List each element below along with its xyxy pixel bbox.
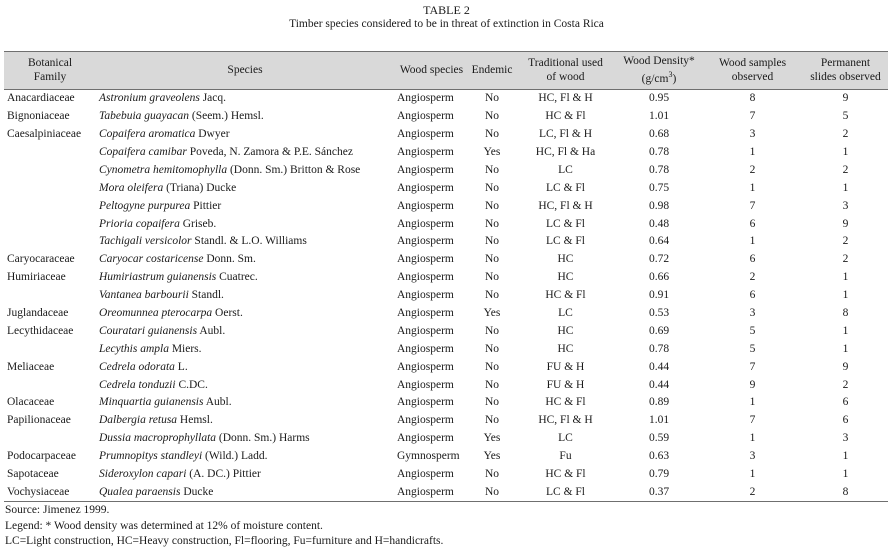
species-author: C.DC.: [175, 378, 208, 391]
cell-permanent-slides: 2: [842, 235, 849, 248]
scientific-name: Peltogyne purpurea: [99, 199, 191, 212]
cell-wood-samples: 6: [749, 289, 756, 302]
cell-family: Olacaceae: [7, 396, 55, 409]
scientific-name: Minquartia guianensis: [99, 396, 204, 409]
species-author: (Seem.) Hemsl.: [188, 110, 264, 123]
cell-wood-density: 1.01: [648, 414, 670, 427]
scientific-name: Cedrela odorata: [99, 360, 175, 373]
scientific-name: Tachigali versicolor: [99, 235, 192, 248]
cell-wood-samples: 7: [749, 199, 756, 212]
cell-permanent-slides: 1: [842, 342, 849, 355]
col-header-slides-line2: slides observed: [810, 70, 881, 83]
cell-wood-species: Angiosperm: [394, 483, 469, 501]
col-header-use-line2: of wood: [546, 70, 585, 83]
cell-endemic: Yes: [483, 145, 501, 158]
species-author: Standl.: [188, 289, 224, 302]
cell-family: Caesalpiniaceae: [7, 128, 82, 141]
col-header-wood-species-label: Wood species: [399, 64, 464, 77]
col-header-family-line2: Family: [33, 70, 67, 83]
cell-wood-density: 1.01: [648, 110, 670, 123]
species-author: Poveda, N. Zamora & P.E. Sánchez: [186, 145, 353, 158]
col-header-samples-line2: observed: [731, 70, 774, 83]
cell-permanent-slides: 2: [842, 378, 849, 391]
species-author: Griseb.: [179, 217, 217, 230]
cell-family: Caryocaraceae: [7, 253, 75, 266]
cell-wood-density: 0.53: [648, 306, 670, 319]
cell-species: [96, 358, 394, 376]
scientific-name: Couratari guianensis: [99, 324, 198, 337]
cell-family: Juglandaceae: [7, 306, 69, 319]
species-author: Miers.: [168, 342, 202, 355]
cell-wood-samples: 3: [749, 128, 756, 141]
cell-wood-samples: 3: [749, 306, 756, 319]
table-row: [4, 126, 888, 144]
species-author: Hemsl.: [177, 414, 213, 427]
cell-species: [96, 233, 394, 251]
abbreviations-note: LC=Light construction, HC=Heavy construction, Fl=flooring, Fu=furniture and H=handicrafts.: [5, 535, 444, 547]
cell-traditional-use: LC: [558, 306, 573, 319]
cell-permanent-slides: 1: [842, 271, 849, 284]
cell-traditional-use: HC, Fl & H: [538, 199, 593, 212]
cell-endemic: No: [484, 378, 500, 391]
cell-endemic: No: [484, 253, 500, 266]
species-author: (Donn. Sm.) Britton & Rose: [227, 163, 361, 176]
species-author: Pittier: [190, 199, 222, 212]
col-header-use-line1: Traditional used: [528, 57, 603, 70]
cell-endemic: No: [484, 414, 500, 427]
cell-wood-species: Angiosperm: [397, 414, 454, 427]
cell-wood-density: 0.78: [648, 163, 670, 176]
cell-traditional-use: FU & H: [546, 378, 585, 391]
cell-species: [96, 89, 394, 107]
cell-traditional-use: LC & Fl: [546, 235, 585, 248]
species-author: (Donn. Sm.) Harms: [216, 432, 310, 445]
species-table: [4, 51, 888, 502]
table-row: [4, 305, 888, 323]
table-header-row: [4, 52, 888, 90]
cell-family: Anacardiaceae: [7, 92, 75, 105]
scientific-name: Copaifera aromatica: [99, 128, 196, 141]
species-author: Oerst.: [212, 306, 243, 319]
cell-wood-species: Angiosperm: [397, 217, 454, 230]
cell-permanent-slides: 1: [842, 467, 849, 480]
cell-wood-samples: 6: [749, 217, 756, 230]
scientific-name: Prioria copaifera: [99, 217, 180, 230]
cell-traditional-use: HC & Fl: [545, 396, 586, 409]
cell-wood-density: 0.98: [648, 199, 670, 212]
table-row: [4, 161, 888, 179]
cell-traditional-use: FU & H: [546, 360, 585, 373]
col-header-density-unit-sup: 3: [668, 70, 673, 80]
cell-permanent-slides: 8: [803, 483, 888, 501]
legend-note: Legend: * Wood density was determined at 12% of moisture content.: [5, 519, 323, 532]
cell-traditional-use: HC: [557, 324, 574, 337]
table-row: [4, 287, 888, 305]
cell-wood-density: 0.64: [648, 235, 670, 248]
cell-permanent-slides: 1: [842, 289, 849, 302]
cell-species: [96, 412, 394, 430]
cell-wood-density: 0.44: [648, 378, 670, 391]
cell-traditional-use: LC, Fl & H: [538, 128, 593, 141]
table-caption: [0, 0, 893, 31]
cell-permanent-slides: 1: [842, 181, 849, 194]
cell-wood-species: Angiosperm: [397, 289, 454, 302]
cell-permanent-slides: 2: [842, 128, 849, 141]
cell-traditional-use: HC, Fl & H: [538, 414, 593, 427]
cell-wood-density: 0.44: [648, 360, 670, 373]
cell-species: [96, 305, 394, 323]
cell-traditional-use: LC: [558, 163, 573, 176]
species-author: Jacq.: [199, 92, 227, 105]
cell-endemic: Yes: [483, 450, 501, 463]
species-author: (Wild.) Ladd.: [202, 450, 268, 463]
cell-traditional-use: HC & Fl: [545, 289, 586, 302]
scientific-name: Mora oleifera: [99, 181, 164, 194]
cell-species: [96, 197, 394, 215]
cell-wood-samples: 7: [749, 414, 756, 427]
cell-family: [4, 376, 96, 394]
cell-wood-species: Angiosperm: [397, 253, 454, 266]
cell-wood-density: 0.75: [648, 181, 670, 194]
cell-wood-species: Angiosperm: [397, 324, 454, 337]
scientific-name: Dussia macroprophyllata: [99, 432, 217, 445]
cell-traditional-use: Fu: [559, 450, 572, 463]
cell-wood-density: 0.59: [648, 432, 670, 445]
cell-wood-samples: 3: [749, 450, 756, 463]
cell-permanent-slides: 9: [842, 92, 849, 105]
col-header-density-unit-pre: (g/cm: [641, 73, 669, 86]
cell-wood-density: 0.66: [648, 271, 670, 284]
cell-family: Sapotaceae: [7, 467, 59, 480]
cell-species: [96, 161, 394, 179]
species-author: (A. DC.) Pittier: [186, 467, 261, 480]
col-header-endemic-label: Endemic: [471, 64, 513, 77]
cell-endemic: No: [484, 342, 500, 355]
cell-permanent-slides: 2: [842, 163, 849, 176]
cell-wood-samples: 2: [702, 483, 803, 501]
cell-endemic: No: [484, 110, 500, 123]
table-row: [4, 394, 888, 412]
scientific-name: Cynometra hemitomophylla: [99, 163, 228, 176]
cell-wood-samples: 6: [749, 253, 756, 266]
scientific-name: Lecythis ampla: [99, 342, 169, 355]
cell-wood-density: 0.69: [648, 324, 670, 337]
cell-traditional-use: HC: [557, 342, 574, 355]
cell-traditional-use: LC: [558, 432, 573, 445]
cell-wood-species: Angiosperm: [397, 271, 454, 284]
cell-traditional-use: LC & Fl: [546, 181, 585, 194]
cell-family: Meliaceae: [7, 360, 55, 373]
species-author: (Triana) Ducke: [163, 181, 237, 194]
cell-wood-samples: 2: [749, 271, 756, 284]
cell-wood-species: Angiosperm: [397, 378, 454, 391]
col-header-wood-samples: [702, 52, 803, 90]
cell-wood-samples: 7: [749, 360, 756, 373]
table-row: [4, 358, 888, 376]
cell-wood-samples: 2: [749, 163, 756, 176]
cell-species: [96, 394, 394, 412]
cell-endemic: No: [484, 163, 500, 176]
cell-endemic: No: [484, 289, 500, 302]
cell-wood-samples: 1: [749, 145, 756, 158]
cell-permanent-slides: 2: [842, 253, 849, 266]
cell-wood-species: Angiosperm: [397, 306, 454, 319]
scientific-name: Copaifera camibar: [99, 145, 187, 158]
cell-wood-species: Angiosperm: [397, 467, 454, 480]
cell-family: [4, 233, 96, 251]
cell-wood-species: Angiosperm: [397, 92, 454, 105]
col-header-density-line2: [641, 70, 677, 86]
col-header-traditional-use: [515, 52, 616, 90]
cell-wood-samples: 1: [749, 181, 756, 194]
cell-species: [96, 179, 394, 197]
cell-wood-species: Angiosperm: [397, 432, 454, 445]
scientific-name: Cedrela tonduzii: [99, 378, 176, 391]
species-author: Aubl.: [197, 324, 226, 337]
table-row: [4, 448, 888, 466]
cell-species: [96, 287, 394, 305]
col-header-family-line1: Botanical: [27, 57, 73, 70]
table-label: TABLE 2: [423, 3, 470, 17]
cell-wood-density: 0.95: [648, 92, 670, 105]
cell-endemic: No: [469, 483, 515, 501]
cell-permanent-slides: 6: [842, 414, 849, 427]
col-header-wood-species: [394, 52, 469, 90]
table-row: [4, 251, 888, 269]
cell-wood-samples: 1: [749, 432, 756, 445]
table-row: [4, 430, 888, 448]
cell-family: [4, 215, 96, 233]
cell-permanent-slides: 8: [842, 306, 849, 319]
cell-endemic: No: [484, 271, 500, 284]
species-author: Dwyer: [195, 128, 230, 141]
col-header-samples-line1: Wood samples: [718, 57, 787, 70]
cell-family: [4, 340, 96, 358]
cell-species: [96, 251, 394, 269]
cell-species: [96, 448, 394, 466]
cell-endemic: No: [484, 235, 500, 248]
cell-endemic: No: [484, 324, 500, 337]
cell-species: [96, 322, 394, 340]
cell-traditional-use: HC: [557, 271, 574, 284]
cell-wood-density: 0.63: [648, 450, 670, 463]
cell-wood-species: Angiosperm: [397, 360, 454, 373]
cell-species: [96, 215, 394, 233]
table-row: [4, 483, 888, 501]
cell-species: [96, 126, 394, 144]
cell-wood-samples: 5: [749, 342, 756, 355]
cell-traditional-use: LC & Fl: [546, 217, 585, 230]
cell-species: [96, 340, 394, 358]
cell-endemic: No: [484, 396, 500, 409]
cell-endemic: No: [484, 217, 500, 230]
cell-traditional-use: HC & Fl: [545, 110, 586, 123]
scientific-name: Astronium graveolens: [99, 92, 200, 105]
cell-permanent-slides: 9: [842, 217, 849, 230]
cell-endemic: Yes: [483, 432, 501, 445]
cell-traditional-use: HC, Fl & Ha: [535, 145, 596, 158]
scientific-name: Vantanea barbourii: [99, 289, 189, 302]
cell-species: [96, 108, 394, 126]
cell-permanent-slides: 3: [842, 199, 849, 212]
cell-wood-density: 0.68: [648, 128, 670, 141]
table-notes: [5, 503, 443, 550]
col-header-density-line1: Wood Density*: [623, 55, 695, 67]
cell-wood-species: Angiosperm: [397, 199, 454, 212]
cell-wood-samples: 1: [749, 396, 756, 409]
cell-endemic: No: [484, 128, 500, 141]
cell-wood-species: Angiosperm: [397, 396, 454, 409]
table-row: [4, 412, 888, 430]
species-author: Standl. & L.O. Williams: [191, 235, 307, 248]
cell-wood-density: 0.48: [648, 217, 670, 230]
scientific-name: Sideroxylon capari: [99, 467, 187, 480]
cell-wood-samples: 8: [749, 92, 756, 105]
cell-family: [4, 179, 96, 197]
cell-wood-species: Gymnosperm: [397, 450, 460, 463]
cell-species: [96, 144, 394, 162]
cell-wood-species: Angiosperm: [397, 181, 454, 194]
cell-wood-density: 0.91: [648, 289, 670, 302]
table-row: [4, 108, 888, 126]
table-body: [4, 89, 888, 501]
cell-endemic: No: [484, 199, 500, 212]
species-author: Ducke: [180, 485, 214, 498]
species-author: Cuatrec.: [216, 271, 258, 284]
cell-wood-species: Angiosperm: [397, 342, 454, 355]
scientific-name: Prumnopitys standleyi: [99, 450, 203, 463]
cell-family: [4, 144, 96, 162]
cell-permanent-slides: 3: [842, 432, 849, 445]
cell-wood-density: 0.37: [616, 483, 702, 501]
col-header-species: [96, 52, 394, 90]
table-row: [4, 376, 888, 394]
cell-wood-species: Angiosperm: [397, 110, 454, 123]
table-row: [4, 233, 888, 251]
cell-family: Papilionaceae: [7, 414, 71, 427]
cell-wood-species: Angiosperm: [397, 235, 454, 248]
cell-permanent-slides: 1: [842, 450, 849, 463]
col-header-endemic: [469, 52, 515, 90]
cell-species: [96, 430, 394, 448]
cell-wood-density: 0.78: [648, 145, 670, 158]
col-header-density-unit-post: ): [672, 73, 677, 86]
scientific-name: Qualea paraensis: [99, 485, 181, 498]
cell-wood-density: 0.89: [648, 396, 670, 409]
cell-permanent-slides: 5: [842, 110, 849, 123]
table-row: [4, 466, 888, 484]
cell-family: Lecythidaceae: [7, 324, 74, 337]
cell-endemic: No: [484, 92, 500, 105]
col-header-species-label: Species: [227, 64, 263, 77]
col-header-slides-line1: Permanent: [820, 57, 871, 70]
cell-endemic: No: [484, 360, 500, 373]
cell-wood-species: Angiosperm: [397, 145, 454, 158]
table-title: Timber species considered to be in threat of extinction in Costa Rica: [289, 18, 604, 30]
cell-traditional-use: LC & Fl: [515, 483, 616, 501]
cell-family: Humiriaceae: [7, 271, 66, 284]
cell-family: [4, 287, 96, 305]
species-author: Donn. Sm.: [203, 253, 256, 266]
cell-traditional-use: HC & Fl: [545, 467, 586, 480]
table-row: [4, 340, 888, 358]
scientific-name: Oreomunnea pterocarpa: [99, 306, 213, 319]
scientific-name: Humiriastrum guianensis: [99, 271, 217, 284]
cell-wood-species: Angiosperm: [397, 128, 454, 141]
table-row: [4, 197, 888, 215]
source-note: Source: Jimenez 1999.: [5, 504, 110, 516]
species-author: Aubl.: [203, 396, 232, 409]
cell-wood-density: 0.78: [648, 342, 670, 355]
cell-family: Vochysiaceae: [4, 483, 96, 501]
cell-species: [96, 466, 394, 484]
cell-species: [96, 483, 394, 501]
table-row: [4, 89, 888, 107]
cell-permanent-slides: 6: [842, 396, 849, 409]
scientific-name: Dalbergia retusa: [99, 414, 178, 427]
col-header-family: [4, 52, 96, 90]
cell-permanent-slides: 1: [842, 324, 849, 337]
species-author: L.: [174, 360, 188, 373]
cell-traditional-use: HC, Fl & H: [538, 92, 593, 105]
cell-wood-samples: 7: [749, 110, 756, 123]
cell-endemic: No: [484, 467, 500, 480]
table-row: [4, 179, 888, 197]
table-row: [4, 269, 888, 287]
cell-endemic: Yes: [483, 306, 501, 319]
table-row: [4, 322, 888, 340]
scientific-name: Tabebuia guayacan: [99, 110, 189, 123]
cell-family: Podocarpaceae: [7, 450, 76, 463]
cell-family: Bignoniaceae: [7, 110, 70, 123]
cell-wood-samples: 1: [749, 467, 756, 480]
table-row: [4, 215, 888, 233]
cell-permanent-slides: 9: [842, 360, 849, 373]
table-row: [4, 144, 888, 162]
cell-family: [4, 161, 96, 179]
cell-permanent-slides: 1: [842, 145, 849, 158]
cell-wood-samples: 1: [749, 235, 756, 248]
cell-wood-density: 0.72: [648, 253, 670, 266]
cell-family: [4, 197, 96, 215]
col-header-permanent-slides: [803, 52, 888, 90]
cell-wood-density: 0.79: [648, 467, 670, 480]
cell-species: [96, 269, 394, 287]
col-header-wood-density: [616, 52, 702, 90]
cell-traditional-use: HC: [557, 253, 574, 266]
scientific-name: Caryocar costaricense: [99, 253, 204, 266]
cell-wood-samples: 9: [749, 378, 756, 391]
cell-wood-samples: 5: [749, 324, 756, 337]
cell-wood-species: Angiosperm: [397, 163, 454, 176]
cell-species: [96, 376, 394, 394]
cell-family: [4, 430, 96, 448]
cell-endemic: No: [484, 181, 500, 194]
